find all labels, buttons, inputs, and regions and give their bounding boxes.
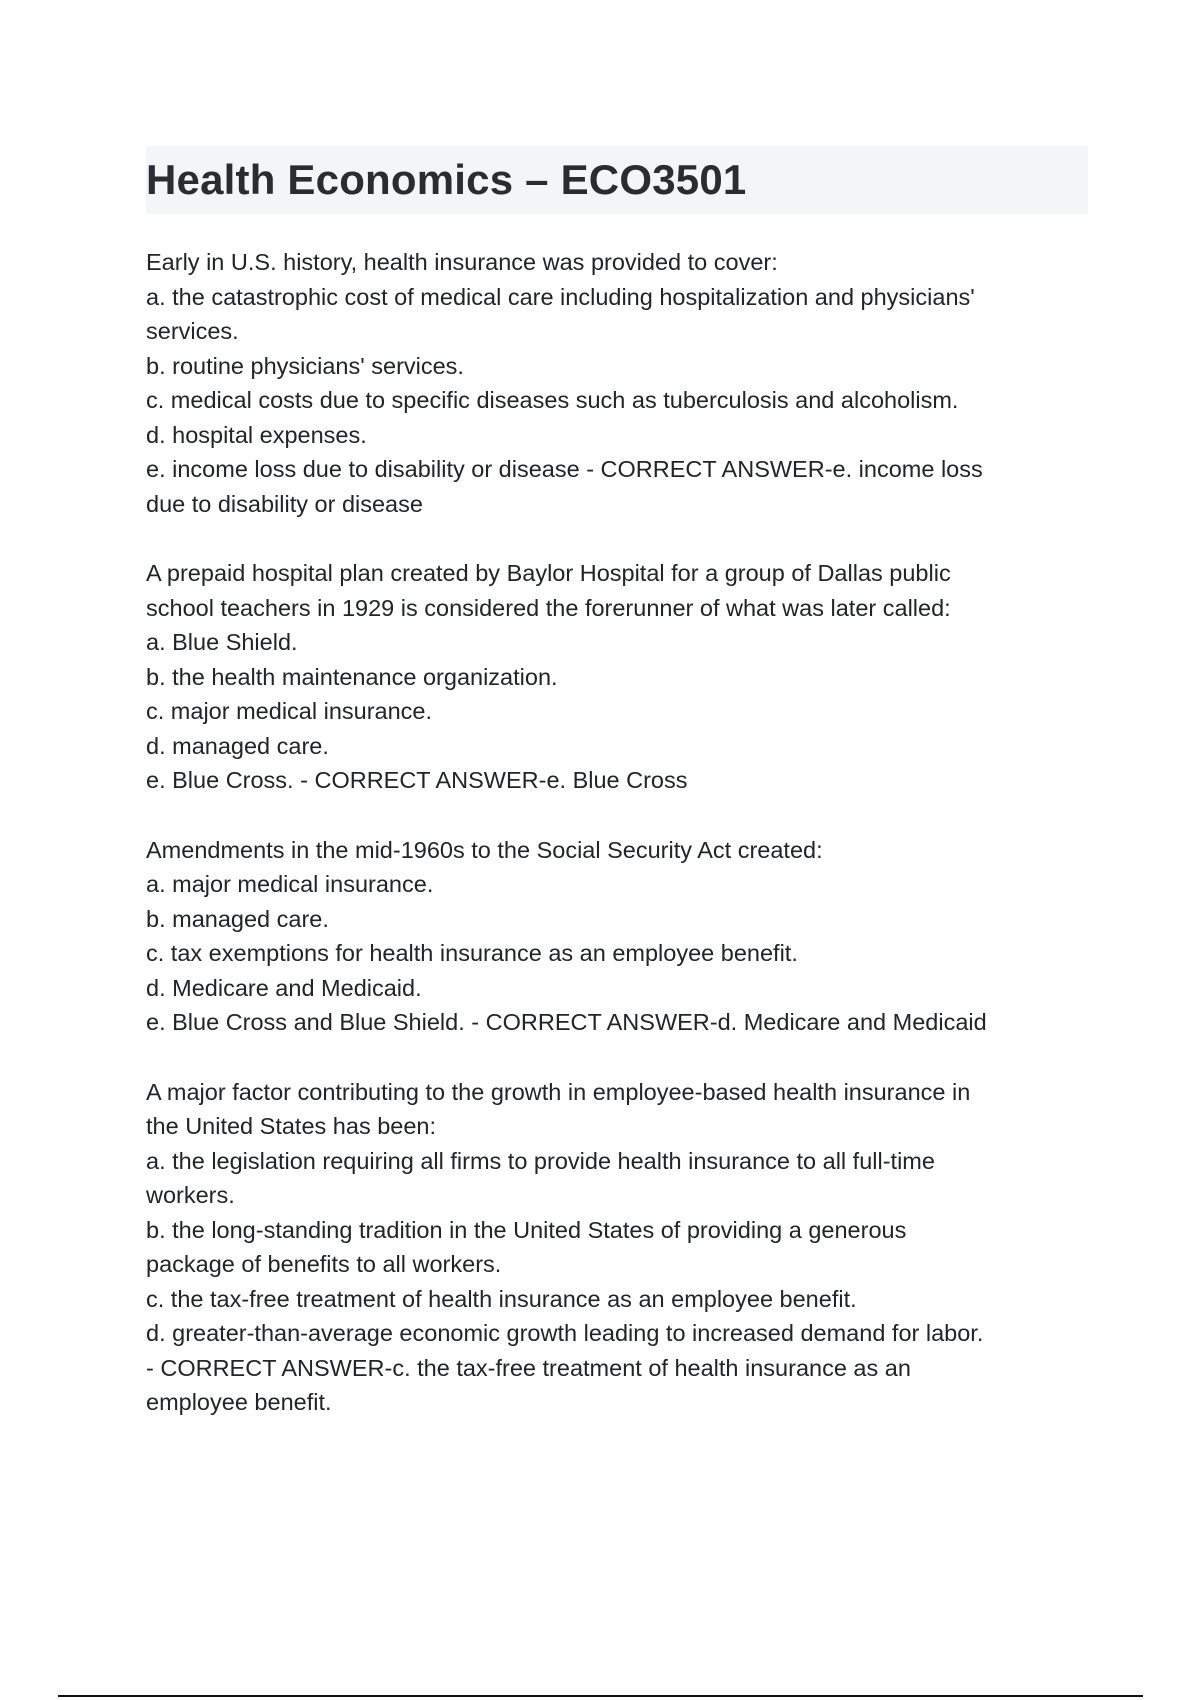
- question-block-4: [146, 1075, 1096, 1420]
- question-block-3: [146, 833, 1096, 1040]
- question-3-line: d. Medicare and Medicaid.: [146, 974, 422, 1001]
- question-1-answer-line: due to disability or disease: [146, 490, 423, 517]
- question-1-answer-line: e. income loss due to disability or disease - CORRECT ANSWER-e. income loss: [146, 456, 983, 482]
- question-2-answer-line: e. Blue Cross. - CORRECT ANSWER-e. Blue Cross: [146, 767, 688, 793]
- question-3-answer-line: e. Blue Cross and Blue Shield. - CORRECT ANSWER-d. Medicare and Medicaid: [146, 1009, 987, 1035]
- question-4-line: package of benefits to all workers.: [146, 1251, 502, 1277]
- question-4-prompt: A major factor contributing to the growth in employee-based health insurance in: [146, 1078, 971, 1105]
- question-3-line: b. managed care.: [146, 905, 329, 932]
- question-1-line: services.: [146, 318, 239, 344]
- document-body: [146, 245, 1096, 1455]
- document-title: Health Economics – ECO3501: [146, 156, 747, 203]
- question-3-line: a. major medical insurance.: [146, 871, 434, 897]
- question-4-line: a. the legislation requiring all firms to provide health insurance to all full-time: [146, 1147, 935, 1174]
- question-4-line: b. the long-standing tradition in the United States of providing a generous: [146, 1216, 907, 1243]
- question-2-line: d. managed care.: [146, 732, 329, 759]
- question-4-answer-line: employee benefit.: [146, 1389, 332, 1415]
- question-1-line: a. the catastrophic cost of medical care including hospitalization and physicians': [146, 283, 975, 310]
- question-2-line: a. Blue Shield.: [146, 629, 298, 655]
- question-2-line: c. major medical insurance.: [146, 698, 433, 724]
- question-3-line: c. tax exemptions for health insurance as an employee benefit.: [146, 940, 798, 966]
- question-4-prompt: the United States has been:: [146, 1113, 437, 1139]
- question-4-line: c. the tax-free treatment of health insurance as an employee benefit.: [146, 1285, 857, 1312]
- question-block-1: [146, 245, 1096, 521]
- question-4-answer-line: - CORRECT ANSWER-c. the tax-free treatment of health insurance as an: [146, 1354, 911, 1381]
- question-1-line: c. medical costs due to specific diseases such as tuberculosis and alcoholism.: [146, 387, 959, 413]
- question-3-prompt: Amendments in the mid-1960s to the Social Security Act created:: [146, 836, 823, 863]
- question-4-line: workers.: [146, 1182, 235, 1208]
- question-4-line: d. greater-than-average economic growth leading to increased demand for labor.: [146, 1320, 984, 1346]
- question-2-prompt: school teachers in 1929 is considered the forerunner of what was later called:: [146, 594, 951, 621]
- question-2-prompt: A prepaid hospital plan created by Baylor Hospital for a group of Dallas public: [146, 560, 951, 586]
- question-1-prompt: Early in U.S. history, health insurance was provided to cover:: [146, 249, 778, 275]
- footer-divider: [58, 1695, 1143, 1697]
- question-1-line: b. routine physicians' services.: [146, 352, 464, 379]
- question-1-line: d. hospital expenses.: [146, 421, 367, 448]
- question-block-2: [146, 556, 1096, 798]
- question-2-line: b. the health maintenance organization.: [146, 663, 558, 690]
